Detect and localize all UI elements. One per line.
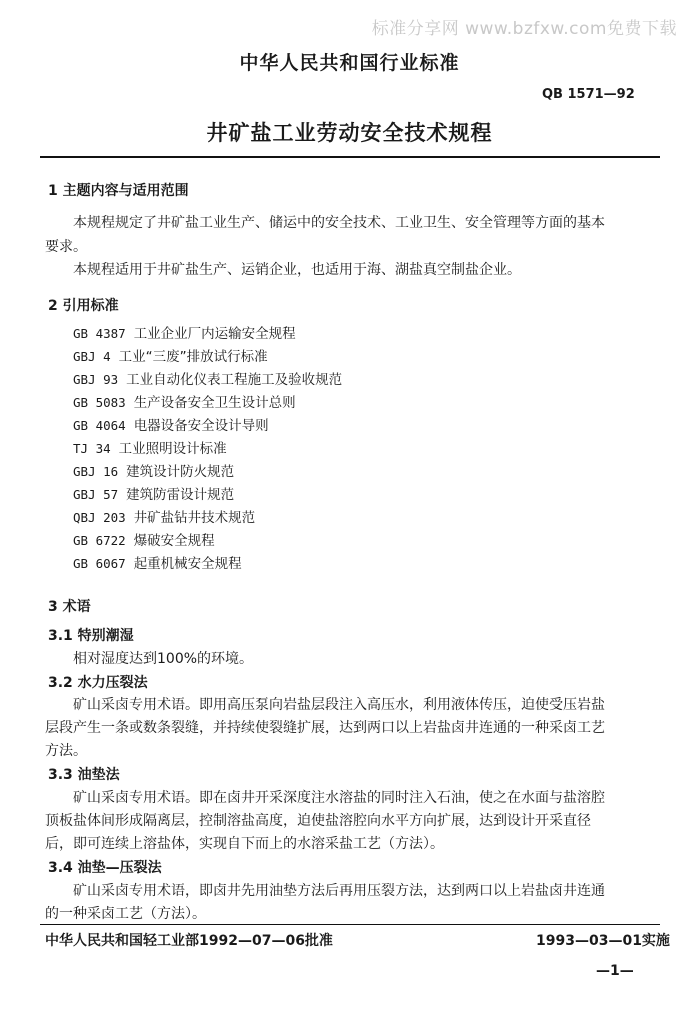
- term-3-3-heading: 3.3 油垫法: [48, 767, 120, 783]
- section-3-heading: 3 术语: [48, 599, 91, 615]
- section-1-para-1-line-2: 要求。: [45, 239, 87, 255]
- page-number: —1—: [596, 963, 634, 979]
- reference-item: [73, 368, 342, 391]
- term-3-2-line-3: 方法。: [45, 743, 87, 759]
- reference-code: GB 4064: [73, 418, 126, 433]
- reference-title: 建筑防雷设计规范: [126, 487, 235, 503]
- reference-title: 工业照明设计标准: [118, 441, 227, 457]
- title-divider: [40, 156, 660, 158]
- org-title: 中华人民共和国行业标准: [239, 52, 460, 74]
- term-3-4-line-2: 的一种采卤工艺（方法）。: [45, 906, 206, 922]
- reference-title: 工业自动化仪表工程施工及验收规范: [126, 372, 343, 388]
- reference-code: GBJ 93: [73, 372, 119, 387]
- reference-code: GB 6722: [73, 533, 126, 548]
- reference-title: 建筑设计防火规范: [126, 464, 235, 480]
- approval-line: 中华人民共和国轻工业部1992—07—06批准: [45, 933, 333, 949]
- standard-code: QB 1571—92: [542, 87, 635, 102]
- reference-list: [73, 322, 342, 575]
- reference-item: [73, 437, 342, 460]
- reference-item: [73, 529, 342, 552]
- reference-code: GB 5083: [73, 395, 126, 410]
- reference-title: 井矿盐钻井技术规范: [133, 510, 256, 526]
- implementation-date: 1993—03—01实施: [536, 933, 670, 949]
- reference-title: 起重机械安全规程: [133, 556, 242, 572]
- term-3-1-text: 相对湿度达到100%的环境。: [73, 651, 254, 667]
- reference-item: [73, 414, 342, 437]
- reference-item: [73, 483, 342, 506]
- reference-title: 爆破安全规程: [133, 533, 215, 549]
- reference-title: 工业企业厂内运输安全规程: [133, 326, 296, 342]
- reference-item: [73, 322, 342, 345]
- reference-title: 工业“三废”排放试行标准: [118, 349, 268, 365]
- section-1-heading: 1 主题内容与适用范围: [48, 183, 189, 199]
- reference-code: GB 4387: [73, 326, 126, 341]
- footer-divider: [40, 924, 660, 925]
- term-3-1-heading: 3.1 特别潮湿: [48, 628, 134, 644]
- reference-title: 电器设备安全设计导则: [133, 418, 269, 434]
- document-title: 井矿盐工业劳动安全技术规程: [206, 121, 493, 145]
- section-2-heading: 2 引用标准: [48, 298, 119, 314]
- term-3-3-line-3: 后，即可连续上溶盐体，实现自下而上的水溶采盐工艺（方法）。: [45, 836, 444, 852]
- term-3-2-line-1: 矿山采卤专用术语。即用高压泵向岩盐层段注入高压水，利用液体传压，迫使受压岩盐: [73, 697, 605, 713]
- reference-item: [73, 552, 342, 575]
- term-3-3-line-2: 顶板盐体间形成隔离层，控制溶盐高度，迫使盐溶腔向水平方向扩展，达到设计开采直径: [45, 813, 591, 829]
- term-3-2-heading: 3.2 水力压裂法: [48, 675, 148, 691]
- watermark-text: 标准分享网 www.bzfxw.com免费下载: [371, 19, 677, 39]
- term-3-3-line-1: 矿山采卤专用术语。即在卤井开采深度注水溶盐的同时注入石油，使之在水面与盐溶腔: [73, 790, 605, 806]
- reference-item: [73, 460, 342, 483]
- reference-title: 生产设备安全卫生设计总则: [133, 395, 296, 411]
- term-3-2-line-2: 层段产生一条或数条裂缝，并持续使裂缝扩展，达到两口以上岩盐卤井连通的一种采卤工艺: [45, 720, 605, 736]
- term-3-4-heading: 3.4 油垫—压裂法: [48, 860, 162, 876]
- reference-code: GBJ 57: [73, 487, 119, 502]
- section-1-para-2: 本规程适用于井矿盐生产、运销企业，也适用于海、湖盐真空制盐企业。: [73, 262, 521, 278]
- reference-item: [73, 506, 342, 529]
- reference-code: QBJ 203: [73, 510, 126, 525]
- reference-code: TJ 34: [73, 441, 111, 456]
- term-3-4-line-1: 矿山采卤专用术语，即卤井先用油垫方法后再用压裂方法，达到两口以上岩盐卤井连通: [73, 883, 605, 899]
- reference-code: GBJ 4: [73, 349, 111, 364]
- reference-code: GB 6067: [73, 556, 126, 571]
- section-1-para-1-line-1: 本规程规定了井矿盐工业生产、储运中的安全技术、工业卫生、安全管理等方面的基本: [73, 215, 605, 231]
- reference-item: [73, 345, 342, 368]
- reference-item: [73, 391, 342, 414]
- reference-code: GBJ 16: [73, 464, 119, 479]
